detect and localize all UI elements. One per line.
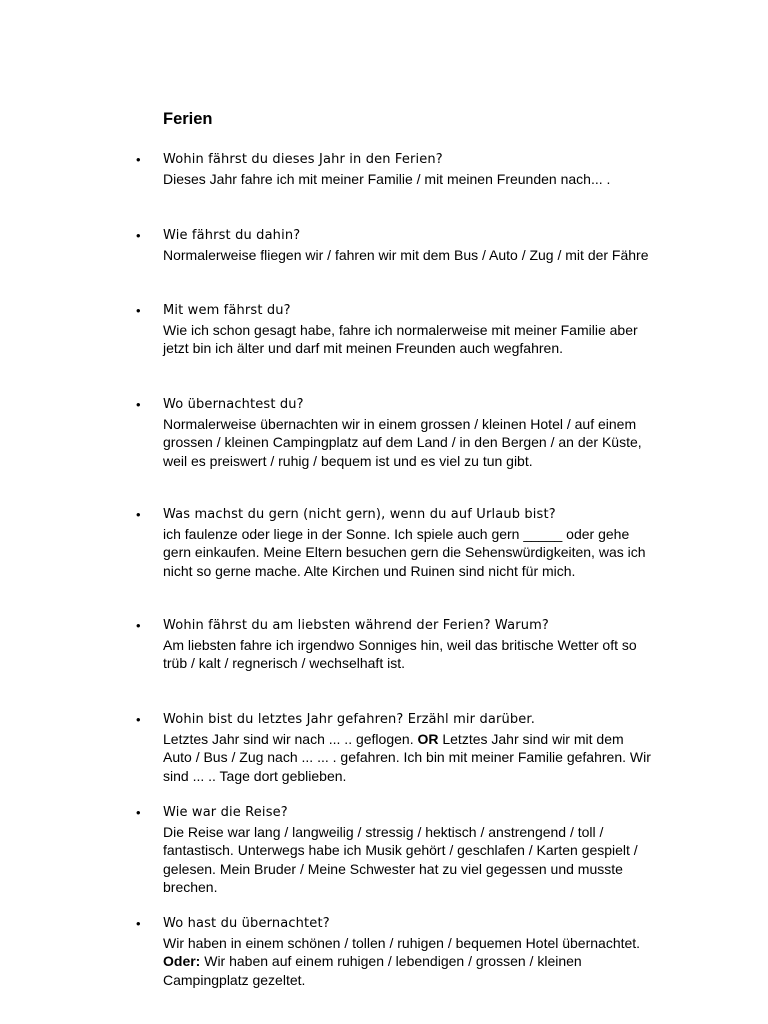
question-text: Mit wem fährst du?: [163, 303, 291, 318]
answer-text: Wir haben in einem schönen / tollen / ruhigen / bequemen Hotel übernachtet. Oder: Wir haben auf einem ruhigen / lebendigen / grossen / kleinen Campingplatz gezeltet.: [163, 934, 641, 988]
question-text: Wie war die Reise?: [163, 805, 288, 820]
answer-text: Dieses Jahr fahre ich mit meiner Familie / mit meinen Freunden nach... .: [163, 170, 611, 187]
list-item: [136, 804, 676, 897]
bullet-icon: •: [136, 397, 141, 412]
bullet-icon: •: [136, 805, 141, 820]
list-item: [136, 151, 676, 188]
list-item: [136, 915, 676, 989]
list-item: [136, 396, 676, 470]
bullet-icon: •: [136, 712, 141, 727]
bullet-icon: •: [136, 228, 141, 243]
question-text: Wo übernachtest du?: [163, 397, 304, 412]
answer-text: Am liebsten fahre ich irgendwo Sonniges hin, weil das britische Wetter oft so trüb / kalt / regnerisch / wechselhaft ist.: [163, 636, 637, 671]
answer-text: Normalerweise fliegen wir / fahren wir mit dem Bus / Auto / Zug / mit der Fähre: [163, 246, 649, 263]
question-text: Wo hast du übernachtet?: [163, 916, 330, 931]
list-item: [136, 227, 676, 264]
question-text: Was machst du gern (nicht gern), wenn du auf Urlaub bist?: [163, 507, 556, 522]
answer-text: Die Reise war lang / langweilig / stressig / hektisch / anstrengend / toll / fantastisch. Unterwegs habe ich Musik gehört / geschlafen / Karten gespielt / gelesen. Mein Bruder / Meine Schwester hat zu viel gegessen und musste brechen.: [163, 823, 638, 895]
answer-text: ich faulenze oder liege in der Sonne. Ich spiele auch gern _____ oder gehe gern einkaufen. Meine Eltern besuchen gern die Sehenswürdigkeiten, was ich nicht so gerne mache. Alte Kirchen und Ruinen sind nicht für mich.: [163, 525, 646, 579]
question-text: Wohin fährst du dieses Jahr in den Ferien?: [163, 152, 443, 167]
bullet-icon: •: [136, 618, 141, 633]
question-text: Wohin fährst du am liebsten während der Ferien? Warum?: [163, 618, 549, 633]
list-item: [136, 302, 676, 358]
list-item: [136, 711, 676, 785]
answer-text: Normalerweise übernachten wir in einem grossen / kleinen Hotel / auf einem grossen / kleinen Campingplatz auf dem Land / in den Bergen / an der Küste, weil es preiswert / ruhig / bequem ist und es viel zu tun gibt.: [163, 415, 642, 469]
bullet-icon: •: [136, 507, 141, 522]
page-title: Ferien: [163, 110, 213, 128]
bullet-icon: •: [136, 152, 141, 167]
answer-text: Letztes Jahr sind wir nach ... .. geflogen. OR Letztes Jahr sind wir mit dem Auto / Bus / Zug nach ... ... . gefahren. Ich bin mit meiner Familie gefahren. Wir sind ... .. Tage dort geblieben.: [163, 730, 651, 784]
bullet-icon: •: [136, 303, 141, 318]
list-item: [136, 506, 676, 580]
bullet-icon: •: [136, 916, 141, 931]
question-text: Wohin bist du letztes Jahr gefahren? Erzähl mir darüber.: [163, 712, 535, 727]
question-text: Wie fährst du dahin?: [163, 228, 301, 243]
answer-text: Wie ich schon gesagt habe, fahre ich normalerweise mit meiner Familie aber jetzt bin ich älter und darf mit meinen Freunden auch wegfahren.: [163, 321, 638, 356]
list-item: [136, 617, 676, 673]
